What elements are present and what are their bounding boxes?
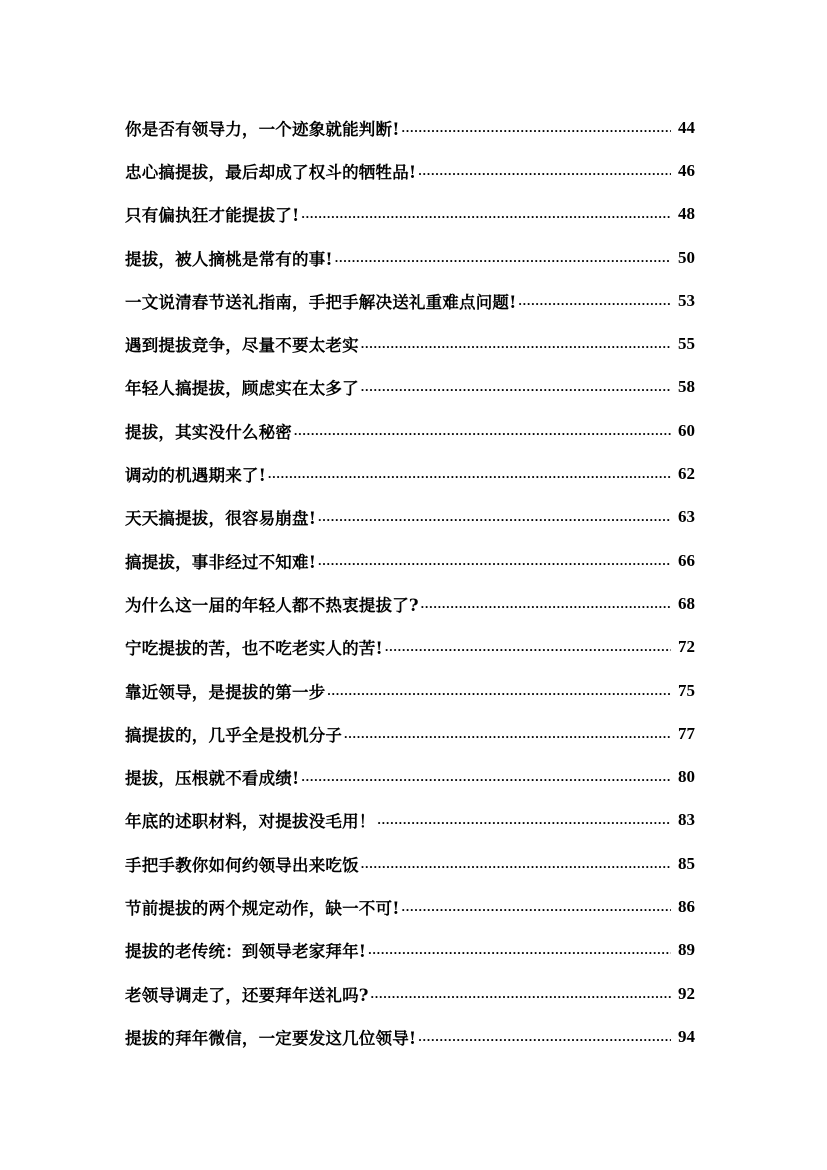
- toc-entry-page: 44: [678, 117, 695, 137]
- toc-entry-page: 68: [678, 593, 695, 613]
- toc-entry[interactable]: [125, 106, 695, 149]
- toc-dot-leader: [268, 464, 671, 484]
- toc-entry-title: 提拔，压根就不看成绩!: [125, 769, 300, 789]
- toc-entry[interactable]: [125, 236, 695, 279]
- toc-entry[interactable]: [125, 929, 695, 972]
- toc-dot-leader: [361, 377, 671, 397]
- toc-entry-title: 提拔，其实没什么秘密: [125, 422, 292, 442]
- toc-entry-page: 92: [678, 983, 695, 1003]
- toc-entry-title: 遇到提拔竞争，尽量不要太老实: [125, 336, 359, 356]
- toc-entry-title: 宁吃提拔的苦，也不吃老实人的苦!: [125, 639, 383, 659]
- toc-entry-title: 手把手教你如何约领导出来吃饭: [125, 855, 359, 875]
- toc-entry-page: 55: [678, 334, 695, 354]
- toc-entry-title: 老领导调走了，还要拜年送礼吗?: [125, 985, 369, 1005]
- toc-entry[interactable]: [125, 669, 695, 712]
- toc-entry[interactable]: [125, 452, 695, 495]
- toc-entry-page: 89: [678, 940, 695, 960]
- toc-dot-leader: [294, 421, 671, 441]
- toc-entry-title: 节前提拔的两个规定动作，缺一不可!: [125, 898, 400, 918]
- toc-entry-title: 只有偏执狂才能提拔了!: [125, 206, 300, 226]
- toc-entry-title: 一文说清春节送礼指南，手把手解决送礼重难点问题!: [125, 292, 517, 312]
- toc-entry[interactable]: [125, 1015, 695, 1058]
- toc-entry[interactable]: [125, 885, 695, 928]
- toc-entry-title: 年轻人搞提拔，顾虑实在太多了: [125, 379, 359, 399]
- toc-dot-leader: [378, 810, 672, 830]
- toc-dot-leader: [318, 507, 671, 527]
- toc-dot-leader: [301, 767, 671, 787]
- toc-entry[interactable]: [125, 366, 695, 409]
- toc-entry[interactable]: [125, 582, 695, 625]
- toc-dot-leader: [344, 724, 671, 744]
- toc-entry-title: 调动的机遇期来了!: [125, 466, 267, 486]
- toc-entry[interactable]: [125, 149, 695, 192]
- toc-dot-leader: [301, 204, 671, 224]
- table-of-contents: [125, 106, 695, 1059]
- toc-entry-title: 你是否有领导力，一个迹象就能判断!: [125, 119, 400, 139]
- toc-entry-page: 75: [678, 680, 695, 700]
- toc-entry-page: 85: [678, 853, 695, 873]
- toc-entry[interactable]: [125, 972, 695, 1015]
- toc-entry[interactable]: [125, 539, 695, 582]
- toc-dot-leader: [327, 681, 671, 701]
- toc-dot-leader: [418, 1027, 671, 1047]
- toc-entry-page: 48: [678, 204, 695, 224]
- toc-entry-page: 50: [678, 247, 695, 267]
- toc-dot-leader: [371, 984, 671, 1004]
- toc-entry-title: 年底的述职材料，对提拔没毛用！: [125, 812, 376, 832]
- toc-entry-page: 72: [678, 637, 695, 657]
- toc-entry[interactable]: [125, 409, 695, 452]
- toc-dot-leader: [368, 940, 671, 960]
- toc-entry-page: 46: [678, 160, 695, 180]
- toc-dot-leader: [385, 637, 671, 657]
- toc-entry[interactable]: [125, 842, 695, 885]
- toc-entry-page: 63: [678, 507, 695, 527]
- toc-entry-page: 66: [678, 550, 695, 570]
- toc-entry-page: 77: [678, 723, 695, 743]
- toc-entry[interactable]: [125, 626, 695, 669]
- toc-entry-title: 提拔的老传统：到领导老家拜年!: [125, 942, 367, 962]
- toc-entry[interactable]: [125, 755, 695, 798]
- toc-entry-title: 提拔，被人摘桃是常有的事!: [125, 249, 333, 269]
- toc-entry[interactable]: [125, 193, 695, 236]
- toc-dot-leader: [361, 334, 671, 354]
- toc-entry-title: 靠近领导，是提拔的第一步: [125, 682, 326, 702]
- toc-dot-leader: [519, 291, 671, 311]
- toc-entry[interactable]: [125, 322, 695, 365]
- toc-entry[interactable]: [125, 799, 695, 842]
- toc-entry-page: 94: [678, 1026, 695, 1046]
- toc-entry-title: 提拔的拜年微信，一定要发这几位领导!: [125, 1028, 417, 1048]
- toc-entry-title: 为什么这一届的年轻人都不热衷提拔了?: [125, 595, 419, 615]
- toc-entry-page: 58: [678, 377, 695, 397]
- toc-entry[interactable]: [125, 712, 695, 755]
- toc-entry-page: 86: [678, 896, 695, 916]
- toc-entry[interactable]: [125, 496, 695, 539]
- toc-entry-page: 53: [678, 290, 695, 310]
- toc-entry-title: 搞提拔的，几乎全是投机分子: [125, 725, 343, 745]
- toc-entry-page: 83: [678, 810, 695, 830]
- toc-entry-title: 搞提拔，事非经过不知难!: [125, 552, 317, 572]
- toc-entry-page: 60: [678, 420, 695, 440]
- toc-dot-leader: [361, 854, 671, 874]
- toc-entry-title: 天天搞提拔，很容易崩盘!: [125, 509, 317, 529]
- toc-dot-leader: [335, 248, 671, 268]
- toc-entry-title: 忠心搞提拔，最后却成了权斗的牺牲品!: [125, 162, 417, 182]
- toc-entry[interactable]: [125, 279, 695, 322]
- toc-dot-leader: [402, 118, 671, 138]
- toc-dot-leader: [418, 161, 671, 181]
- toc-dot-leader: [402, 897, 671, 917]
- toc-dot-leader: [318, 551, 671, 571]
- toc-dot-leader: [421, 594, 671, 614]
- toc-entry-page: 80: [678, 767, 695, 787]
- toc-entry-page: 62: [678, 464, 695, 484]
